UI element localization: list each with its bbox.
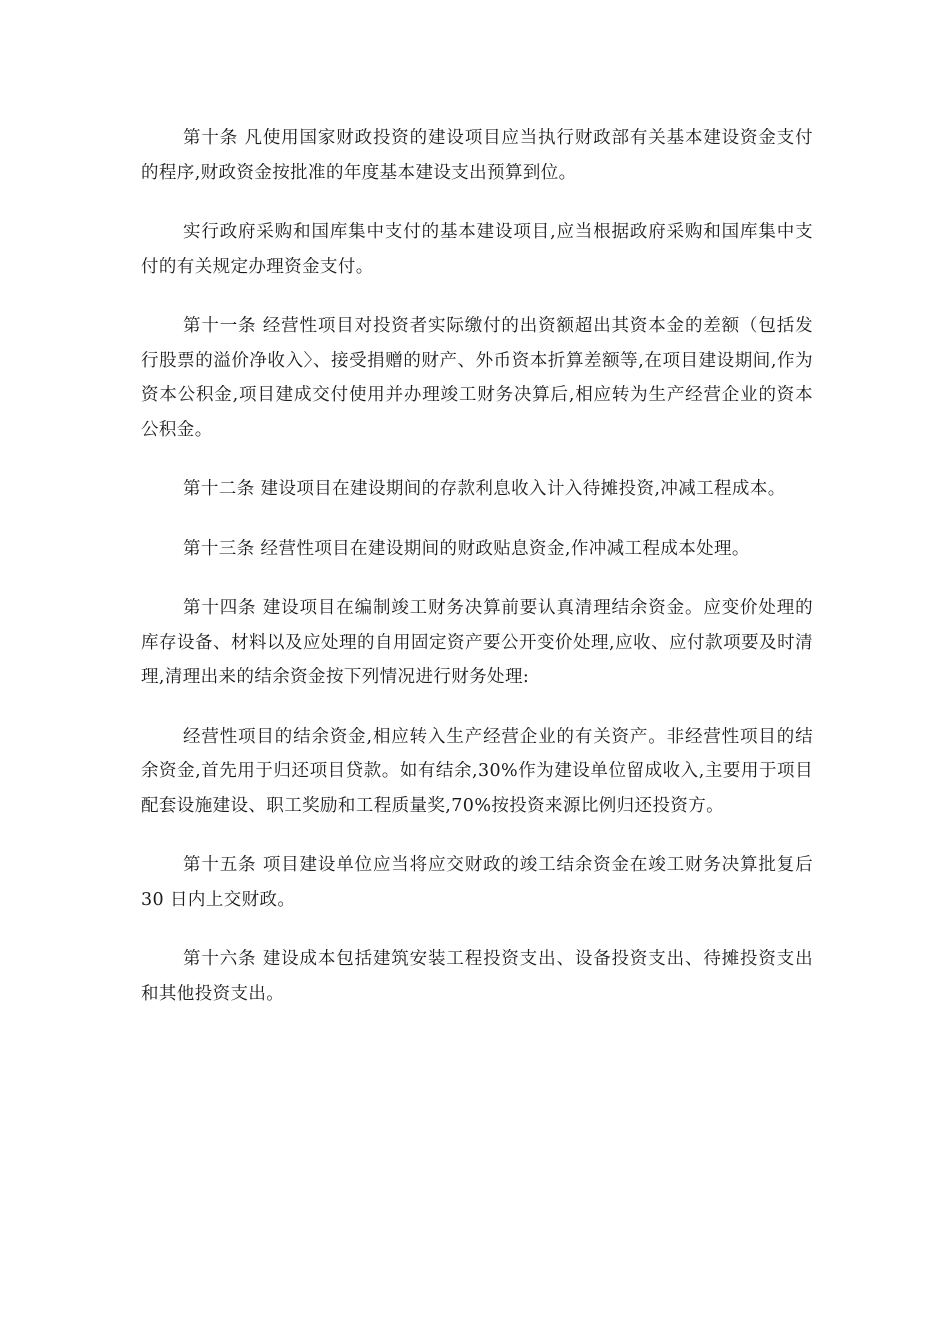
paragraph-article-10: 第十条 凡使用国家财政投资的建设项目应当执行财政部有关基本建设资金支付的程序,财政资金按批准的年度基本建设支出预算到位。 — [141, 128, 813, 183]
paragraph-article-11: 第十一条 经营性项目对投资者实际缴付的出资额超出其资本金的差额（包括发行股票的溢价净收入〉、接受捐赠的财产、外币资本折算差额等,在项目建设期间,作为资本公积金,项目建成交付使用并办理竣工财务决算后,相应转为生产经营企业的资本公积金。 — [141, 316, 813, 440]
paragraph-article-12: 第十二条 建设项目在建设期间的存款利息收入计入待摊投资,冲减工程成本。 — [183, 479, 786, 499]
paragraph-article-14: 第十四条 建设项目在编制竣工财务决算前要认真清理结余资金。应变价处理的库存设备、材料以及应处理的自用固定资产要公开变价处理,应收、应付款项要及时清理,清理出来的结余资金按下列情况进行财务处理: — [141, 598, 813, 687]
paragraph-article-10-supplement: 实行政府采购和国库集中支付的基本建设项目,应当根据政府采购和国库集中支付的有关规定办理资金支付。 — [141, 222, 813, 277]
paragraph-article-13: 第十三条 经营性项目在建设期间的财政贴息资金,作冲减工程成本处理。 — [183, 538, 750, 559]
paragraph-article-14-supplement: 经营性项目的结余资金,相应转入生产经营企业的有关资产。非经营性项目的结余资金,首先用于归还项目贷款。如有结余,30%作为建设单位留成收入,主要用于项目配套设施建设、职工奖励和工程质量奖,70%按投资来源比例归还投资方。 — [141, 726, 813, 816]
paragraph-article-16: 第十六条 建设成本包括建筑安装工程投资支出、设备投资支出、待摊投资支出和其他投资支出。 — [141, 949, 813, 1004]
document-body — [141, 121, 813, 1036]
paragraph-article-15: 第十五条 项目建设单位应当将应交财政的竣工结余资金在竣工财务决算批复后 30 日内上交财政。 — [141, 855, 813, 910]
